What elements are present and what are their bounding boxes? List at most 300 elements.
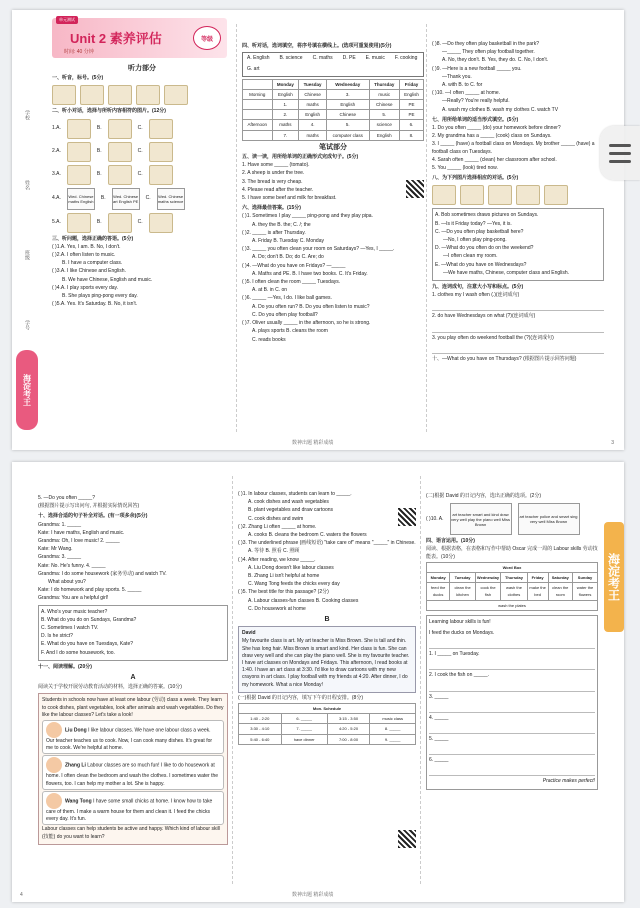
table-cell: maths <box>272 120 299 130</box>
q4-heading: 四、听对话，选词填空，将序号填在横线上。(选项可重复使用)(5分) <box>242 43 392 49</box>
q8-dialogue: —We have maths, Chinese, computer class and English. <box>443 269 570 276</box>
table-row <box>427 600 598 610</box>
q5-item: 2. A sheep is under the tree. <box>242 170 305 177</box>
q6-item: A. Do; don't B. Do; do C. Are; do <box>252 254 324 261</box>
avatar <box>46 722 62 738</box>
column-divider <box>232 476 233 884</box>
q8-picture <box>432 185 456 205</box>
reading-a-intro: 阅读关于学校开展劳动教育活动的材料，选择正确的答案。(10分) <box>38 684 182 691</box>
column-divider <box>426 24 427 432</box>
q6-item: ( )9. —Here is a new football _____ you. <box>432 65 522 72</box>
p2-item: (根据图片提示写出问句, 并根据实际情况回答) <box>38 503 140 510</box>
q5-item: 3. The bread is very cheap. <box>242 178 303 185</box>
q10-item: 十、—What do you have on Thursdays? (根据图片提示回答问题) <box>432 355 577 362</box>
week-header: Monday <box>427 573 450 583</box>
mid-item: ( )1. In labour classes, students can learn to _____. <box>238 491 352 497</box>
option-picture <box>67 213 91 233</box>
qr-code <box>398 508 416 526</box>
option-picture <box>108 213 132 233</box>
table-cell: clean the room <box>548 583 573 600</box>
skills-title: Learning labour skills is fun! <box>429 618 491 625</box>
option-item: D. Is he strict? <box>41 633 73 640</box>
q6-item: A. Do you often run? B. Do you often listen to music? <box>252 303 370 310</box>
qr-code <box>406 180 424 198</box>
answer-line[interactable] <box>429 766 595 776</box>
table-cell: 3:30 - 4:10 <box>239 724 282 734</box>
table-cell: English <box>272 89 299 99</box>
q3-item: B. She plays ping-pong every day. <box>62 293 138 300</box>
q6-item: A. Friday B. Tuesday C. Monday <box>252 238 324 245</box>
option-picture <box>149 142 173 162</box>
side-stamp: 海淀考王 <box>16 350 38 430</box>
table-row <box>243 89 424 99</box>
answer-line[interactable] <box>429 724 595 734</box>
q4-options <box>242 52 424 76</box>
page1-sidebar <box>12 10 42 450</box>
column-divider <box>420 476 421 884</box>
q2-row <box>52 142 232 162</box>
q2-option: 4.A. <box>52 195 61 201</box>
table-cell: music <box>369 89 400 99</box>
q6-item: —Really? You're really helpful. <box>442 98 510 105</box>
q1-picture <box>136 85 160 105</box>
table-cell: maths <box>299 100 327 110</box>
q6-item: A. No, they don't. B. Yes, they do. C. No, I don't. <box>442 57 549 64</box>
table-cell: cook the fish <box>475 583 500 600</box>
q7-item: 5. You _____ (look) tired now. <box>432 165 498 172</box>
table-cell <box>243 100 273 110</box>
q2-row <box>52 119 232 139</box>
schedule-header: Wednesday <box>326 79 369 89</box>
kid-text: I like labour classes. We have one labour class a week. Our teacher teaches us to cook. Now, I can cook many dishes. It's great for me to cook. We're helpful at home. <box>46 727 213 752</box>
p2-item: Kate: I do homework and play sports. 5. _____ <box>38 587 142 594</box>
option-item: C. Sometimes I watch TV. <box>41 625 99 632</box>
q2-option: C. <box>137 171 143 177</box>
table-cell: 7. <box>272 130 299 140</box>
table-cell: English <box>299 110 327 120</box>
mid-item: ( )5. The best title for this passage? (2分) <box>238 589 329 596</box>
page1-column-3 <box>432 40 604 450</box>
q6-item: A. wash my clothes B. wash my clothes C. watch TV <box>442 106 559 113</box>
answer-line[interactable] <box>429 703 595 713</box>
table-cell: computer class <box>326 130 369 140</box>
q9-item: 3. you play often do weekend football the (?)(连词成句) <box>432 334 554 341</box>
q6-item: ( )4. —What do you have on Fridays? —_____ <box>242 262 346 269</box>
option-picture <box>149 213 173 233</box>
reading-passage <box>38 693 228 844</box>
q2-option: C. <box>137 148 143 154</box>
option-item: B. What do you do on Sundays, Grandma? <box>41 616 137 623</box>
q7-item: 1. Do you often _____ (do) your homework before dinner? <box>432 125 561 132</box>
q2-option: B. <box>96 171 102 177</box>
answer-line[interactable] <box>429 639 595 649</box>
schedule-header: Tuesday <box>299 79 327 89</box>
week-header: Wednesday <box>475 573 500 583</box>
unit-tag: 单元测试 <box>56 16 78 24</box>
right-item: (二)根据 David 的日记内容，选出正确的选项。(2分) <box>426 493 542 499</box>
table-cell: English <box>326 100 369 110</box>
q1-picture <box>108 85 132 105</box>
table-cell: science <box>369 120 400 130</box>
q1-pictures <box>52 85 232 105</box>
q6-item: A. they the B. the; C. /; the <box>252 221 311 228</box>
answer-line[interactable] <box>429 745 595 755</box>
p2-item: 5. —Do you often _____? <box>38 495 95 501</box>
table-cell: Chinese <box>299 89 327 99</box>
q4-option: F. cooking <box>394 55 418 62</box>
table-cell: have dinner <box>281 734 327 744</box>
reading-a-label: A <box>130 674 136 682</box>
q8-dialogue: —I often clean my room. <box>443 253 498 260</box>
table-cell: maths <box>299 130 327 140</box>
passage-end: Labour classes can help students be active and happy. Which kind of labour skill (技能) do you want to learn? <box>42 826 220 840</box>
side-label-class: 班级 <box>24 250 30 260</box>
answer-line[interactable] <box>429 682 595 692</box>
reading-heading: 十一、阅读理解。(20分) <box>38 663 92 670</box>
table-cell: English <box>400 89 424 99</box>
page2-column-2 <box>238 490 416 902</box>
q6-item: ( )6. _____ —Yes, I do. I like ball games. <box>242 295 332 302</box>
q1-picture <box>164 85 188 105</box>
writing-box <box>426 615 598 790</box>
q2-option: C. <box>137 219 143 225</box>
mid-item: ( )4. After reading, we know _____. <box>238 556 316 563</box>
qr-code <box>398 830 416 848</box>
avatar <box>46 793 62 809</box>
q8-dialogue-box <box>432 208 604 281</box>
q4-option: E. music <box>365 55 385 62</box>
table-row <box>427 573 598 583</box>
q6-item: C. Do you often play football? <box>252 311 318 318</box>
unit-title: Unit 2 素养评估 <box>70 31 162 46</box>
p2-item: Grandma: I do some housework (家务劳动) and watch TV. <box>38 570 167 577</box>
table-cell: English <box>369 130 400 140</box>
q8-pictures <box>432 185 604 205</box>
page2-column-3 <box>426 492 598 902</box>
right-heading: 四、语言运用。(10分) <box>426 538 475 545</box>
q4-option: D. PE <box>342 55 356 62</box>
mid-item: ( )3. The underlined phrase (画线短语) "take care of" means "_____" in Chinese. <box>238 540 416 547</box>
mid-item: A. cooks B. cleans the bedroom C. waters the flowers <box>248 532 367 539</box>
q8-picture <box>488 185 512 205</box>
table-cell: 1:40 - 2:20 <box>239 714 282 724</box>
q4-option: C. maths <box>312 55 333 62</box>
table-cell: PE <box>400 100 424 110</box>
table-cell: 3:15 - 3:50 <box>327 714 370 724</box>
q2-option: 1.A. <box>52 125 61 131</box>
q8-dialogue: D. —What do you often do on the weekend? <box>435 245 534 252</box>
schedule-header: Thursday <box>369 79 400 89</box>
mid-item: B. Zhang Li isn't helpful at home <box>248 573 320 580</box>
column-divider <box>236 24 237 432</box>
side-label-number: 学号 <box>24 320 30 330</box>
mid-item: A. Labour classes-fun classes B. Cooking classes <box>248 597 359 604</box>
table-cell: 6. <box>400 120 424 130</box>
schedule-card: Wed. Chinese maths English <box>67 188 95 210</box>
kid-bubble <box>42 720 224 754</box>
table-cell: clean the kitchen <box>450 583 476 600</box>
option-picture <box>149 119 173 139</box>
schedule-header: Monday <box>272 79 299 89</box>
q2-heading: 二、听小对话，选择与所听内容相符的图片。(12分) <box>52 108 166 115</box>
skills-line: 6. _____ <box>429 757 449 764</box>
table-cell: 7. _____ <box>281 724 327 734</box>
option-picture <box>108 142 132 162</box>
q3-item: ( )1.A. Yes, I am. B. No, I don't. <box>52 243 121 250</box>
table-cell: 7:00 - 8:00 <box>327 734 370 744</box>
kid-text: Labour classes are so much fun! I like to do housework at home. I often clean the bedroom and wash the clothes. I sometimes water the flowers, too. I can help my mother a lot. She is happy. <box>46 762 219 787</box>
p2-item: Kate: I have maths, English and music. <box>38 529 125 536</box>
q8-dialogue: —No, I often play ping-pong. <box>443 237 507 244</box>
options-box <box>38 605 228 661</box>
q1-picture <box>52 85 76 105</box>
mid-item: B. plant vegetables and draw cartoons <box>248 507 334 514</box>
q6-item: A. Maths and PE. B. I have two books. C. It's Friday. <box>252 270 368 277</box>
hamburger-menu-button[interactable] <box>600 126 640 180</box>
q7-item: 3. I _____ (have) a football class on Mondays. My brother _____ (have) a football class on Tuesdays. <box>432 141 595 155</box>
q8-dialogue: A. Bob sometimes draws pictures on Sundays. <box>435 212 539 219</box>
p2-item: Grandma: 3. _____ <box>38 554 82 561</box>
q8-dialogue: E. —What do you have on Wednesdays? <box>435 261 527 268</box>
hamburger-menu-icon <box>609 152 631 155</box>
option-item: F. And I do some housework, too. <box>41 649 115 656</box>
table-cell: 8. _____ <box>370 724 416 734</box>
mid-item: C. Wang Tong feeds the chicks every day <box>248 581 340 588</box>
page1-footer: 数神出题 精彩成绩 <box>292 440 334 446</box>
table-cell: PE <box>400 110 424 120</box>
kid-name: Zhang Li <box>65 762 86 769</box>
q6-item: C. reads books <box>252 336 286 343</box>
kid-bubble <box>42 755 224 789</box>
page2-column-1 <box>38 494 228 902</box>
q3-item: B. I have a computer class. <box>62 260 123 267</box>
schedule-card: Wed. Chinese art English PE <box>112 188 140 210</box>
kid-bubble <box>42 791 224 825</box>
week-header: Sunday <box>573 573 598 583</box>
table-cell: 8. <box>400 130 424 140</box>
table-cell: Morning <box>243 89 273 99</box>
q2-row <box>52 165 232 185</box>
table-cell: music class <box>370 714 416 724</box>
q6-item: A. plays sports B. cleans the room <box>252 328 328 335</box>
answer-line[interactable] <box>432 344 604 354</box>
q6-item: ( )1. Sometimes I play _____ ping-pong and they play pipa. <box>242 213 373 220</box>
listening-title: 听力部分 <box>128 65 156 72</box>
q5-item: 5. I have some beef and milk for breakfast. <box>242 195 337 202</box>
side-stamp: 海淀考王 <box>604 522 624 632</box>
q9-item: 2. do have Wednesdays on what (?)(连词成句) <box>432 313 536 320</box>
table-cell: make the bed <box>527 583 548 600</box>
q8-heading: 八、为下列图片选择相应的对话。(5分) <box>432 175 519 182</box>
answer-line[interactable] <box>429 660 595 670</box>
week-header: Tuesday <box>450 573 476 583</box>
q7-heading: 七、用所给单词的适当形式填空。(5分) <box>432 116 519 123</box>
page1-column-2 <box>242 40 424 450</box>
q6-item: A. at B. in C. on <box>252 287 288 294</box>
mid-item: C. cook dishes and swim <box>248 515 304 522</box>
skills-line: I feed the ducks on Mondays. <box>429 630 495 637</box>
kid-name: Wang Tong <box>65 798 92 805</box>
side-label-school: 学校 <box>24 110 30 120</box>
hamburger-menu-icon <box>609 144 631 147</box>
kid-name: Liu Dong <box>65 727 87 734</box>
info-cards <box>426 503 598 535</box>
page2-number: 4 <box>20 892 23 898</box>
mid-item: A. cook dishes and wash vegetables <box>248 499 329 506</box>
skills-line: 5. _____ <box>429 736 449 743</box>
avatar <box>46 757 62 773</box>
q2-option: C. <box>137 125 143 131</box>
table-row <box>239 724 416 734</box>
q6-item: A. with B. to C. for <box>442 82 483 89</box>
week-header: Friday <box>527 573 548 583</box>
q5-item: 4. Please read after the teacher. <box>242 186 314 193</box>
q2-option: 5.A. <box>52 219 61 225</box>
option-picture <box>67 142 91 162</box>
table-cell: water the flowers <box>573 583 598 600</box>
page1-number: 3 <box>611 440 614 446</box>
table-cell: 2. <box>272 110 299 120</box>
document-page-1 <box>12 10 624 450</box>
q6-item: ( )8. —Do they often play basketball in the park? <box>432 41 540 47</box>
table-cell: 6. _____ <box>281 714 327 724</box>
side-label-name: 姓名 <box>24 180 30 190</box>
q8-picture <box>460 185 484 205</box>
option-item: A. Who's your music teacher? <box>41 608 108 615</box>
table-cell: 1. <box>272 100 299 110</box>
table-cell <box>243 130 273 140</box>
q5-item: 1. Have some _____ (tomato). <box>242 162 310 169</box>
schedule-card: Wed. Chinese maths science <box>157 188 185 210</box>
option-picture <box>108 165 132 185</box>
q8-dialogue: C. —Do you often play basketball here? <box>435 228 524 235</box>
week-header: Thursday <box>501 573 528 583</box>
table-cell: 5:40 - 6:40 <box>239 734 282 744</box>
word-box-title: Word Box <box>427 562 598 572</box>
reading-b-label: B <box>324 616 330 624</box>
table-cell: Chinese <box>326 110 369 120</box>
schedule-table <box>242 79 424 141</box>
q1-heading: 一、听音，标号。(5分) <box>52 75 104 82</box>
practice-note: Practice makes perfect! <box>542 778 595 785</box>
q3-item: ( )5.A. Yes. It's Saturday. B. No, it isn't. <box>52 301 138 308</box>
table-cell: 4. <box>299 120 327 130</box>
option-picture <box>108 119 132 139</box>
table-row <box>239 714 416 724</box>
q3-item: ( )4.A. I play sports every day. <box>52 284 119 291</box>
option-item: E. What do you have on Tuesdays, Kate? <box>41 641 134 648</box>
week-table <box>426 562 598 611</box>
mini-schedule <box>238 703 416 745</box>
table-cell: 3. <box>326 89 369 99</box>
kid-text: I have some small chicks at home. I know how to take care of them. I make a warm house for them and clean it. I feed the chicks every day. It's fun. <box>46 798 213 823</box>
document-page-2 <box>12 462 624 902</box>
q6-item: —Thank you. <box>442 73 472 80</box>
week-header: Saturday <box>548 573 573 583</box>
table-cell: 5. <box>369 110 400 120</box>
skills-line: 2. I cook the fish on _____. <box>429 672 490 679</box>
q6-item: —_____ They often play football together. <box>442 49 535 56</box>
table-cell: feed the ducks <box>427 583 450 600</box>
q1-picture <box>80 85 104 105</box>
written-title: 笔试部分 <box>319 143 347 151</box>
hamburger-menu-icon <box>609 160 631 163</box>
p2-item: Kate: No. He's funny. 4. _____ <box>38 562 106 569</box>
schedule-header <box>243 79 273 89</box>
q6-item: ( )5. I often clean the room _____ Tuesdays. <box>242 279 341 286</box>
answer-line[interactable] <box>432 323 604 333</box>
q7-item: 4. Sarah often _____ (clean) her classroom after school. <box>432 156 557 163</box>
mid-item: C. Do housework at home <box>248 605 306 612</box>
q2-option: B. <box>100 195 106 201</box>
table-row <box>243 130 424 140</box>
q2-option: B. <box>96 148 102 154</box>
p2-item: Grandma: 1. _____ <box>38 521 82 528</box>
mid-item: A. 等待 B. 照看 C. 照顾 <box>248 548 300 555</box>
q6-item: ( )7. Oliver usually _____ in the afternoon, so he is strong. <box>242 320 371 327</box>
info-card: art teacher police and smart sing very well Miss Brown <box>518 503 580 535</box>
table-cell: 4:20 - 5:20 <box>327 724 370 734</box>
diary-text: My favourite class is art. My art teacher is Miss Brown. She is tall and thin. She has long hair. Miss Brown is smart and kind. Her class is fun. She can draw very well and she can play the piano well. She is my favourite teacher. I have art classes on Mondays and Fridays. This afternoon, I read books at 1:40. I have an art class at 3:30. I'd like to draw cartoons with my new crayons in art class. I play football with my friends at 4:20. After dinner, I do my homework. What a nice Monday! <box>242 638 410 688</box>
q3-heading: 三、听问题，选择正确的答语。(5分) <box>52 235 134 242</box>
right-item: 阅读、根据表格，在表格和写作中帮助 Oscar 完成一周的 Labour skills 劳动技能表。(10分) <box>426 546 598 560</box>
q6-heading: 六、选择最佳答案。(15分) <box>242 205 301 212</box>
option-picture <box>149 165 173 185</box>
option-picture <box>67 119 91 139</box>
q7-item: 2. My grandma has a _____ (cook) class on Sundays. <box>432 133 552 140</box>
q2-option: B. <box>96 219 102 225</box>
table-cell: 9. _____ <box>370 734 416 744</box>
mid-item: A. Liu Dong doesn't like labour classes <box>248 564 334 571</box>
q4-option: G. art <box>247 66 260 73</box>
table-row <box>243 120 424 130</box>
right-item: ( )10. A. <box>426 515 444 522</box>
q8-picture <box>544 185 568 205</box>
q4-option: A. English <box>247 55 270 62</box>
q2-row <box>52 188 232 210</box>
p2-item: Kate: Mr Wang. <box>38 546 73 553</box>
table-cell <box>243 110 273 120</box>
passage-intro: Students in schools now have at least one labour (劳动) class a week. They learn to cook dishes, plant vegetables, look after animals and wash vegetables. Do they like the labour classes? Let's take a look! <box>42 697 224 718</box>
q6-item: ( )2. _____ is after Thursday. <box>242 229 306 236</box>
table-row <box>427 583 598 600</box>
unit-banner <box>52 18 227 58</box>
level-badge: 等级 <box>193 26 221 50</box>
q2-option: B. <box>96 125 102 131</box>
q2-option: 2.A. <box>52 148 61 154</box>
table-cell: 5. <box>326 120 369 130</box>
q3-item: ( )3.A. I like Chinese and English. <box>52 268 126 275</box>
info-card: art teacher smart and kind draw very well play the piano well Miss Brown <box>450 503 512 535</box>
skills-line: 4. _____ <box>429 714 449 721</box>
page2-footer: 数神出题 精彩成绩 <box>292 892 334 898</box>
q5-heading: 五、读一读，用所给单词的正确形式完成句子。(5分) <box>242 154 359 161</box>
q9-heading: 九、连词成句，注意大小写和标点。(5分) <box>432 284 524 291</box>
q3-item: B. We have Chinese, English and music. <box>62 276 153 283</box>
q6-item: ( )3. _____ you often clean your room on Saturdays? —Yes, I _____. <box>242 246 395 253</box>
table-row <box>239 734 416 744</box>
q4-option: B. science <box>279 55 303 62</box>
q6-item: ( )10. —I often _____ at home. <box>432 90 501 97</box>
answer-line[interactable] <box>432 301 604 311</box>
p2-item: What about you? <box>48 579 86 586</box>
mini-schedule-title: Mon. Schedule <box>239 704 416 714</box>
schedule-header: Friday <box>400 79 424 89</box>
table-cell: wash the clothes <box>501 583 528 600</box>
table-cell: Afternoon <box>243 120 273 130</box>
p2-item: Grandma: You are a helpful girl! <box>38 595 109 602</box>
page1-column-1 <box>52 62 232 450</box>
